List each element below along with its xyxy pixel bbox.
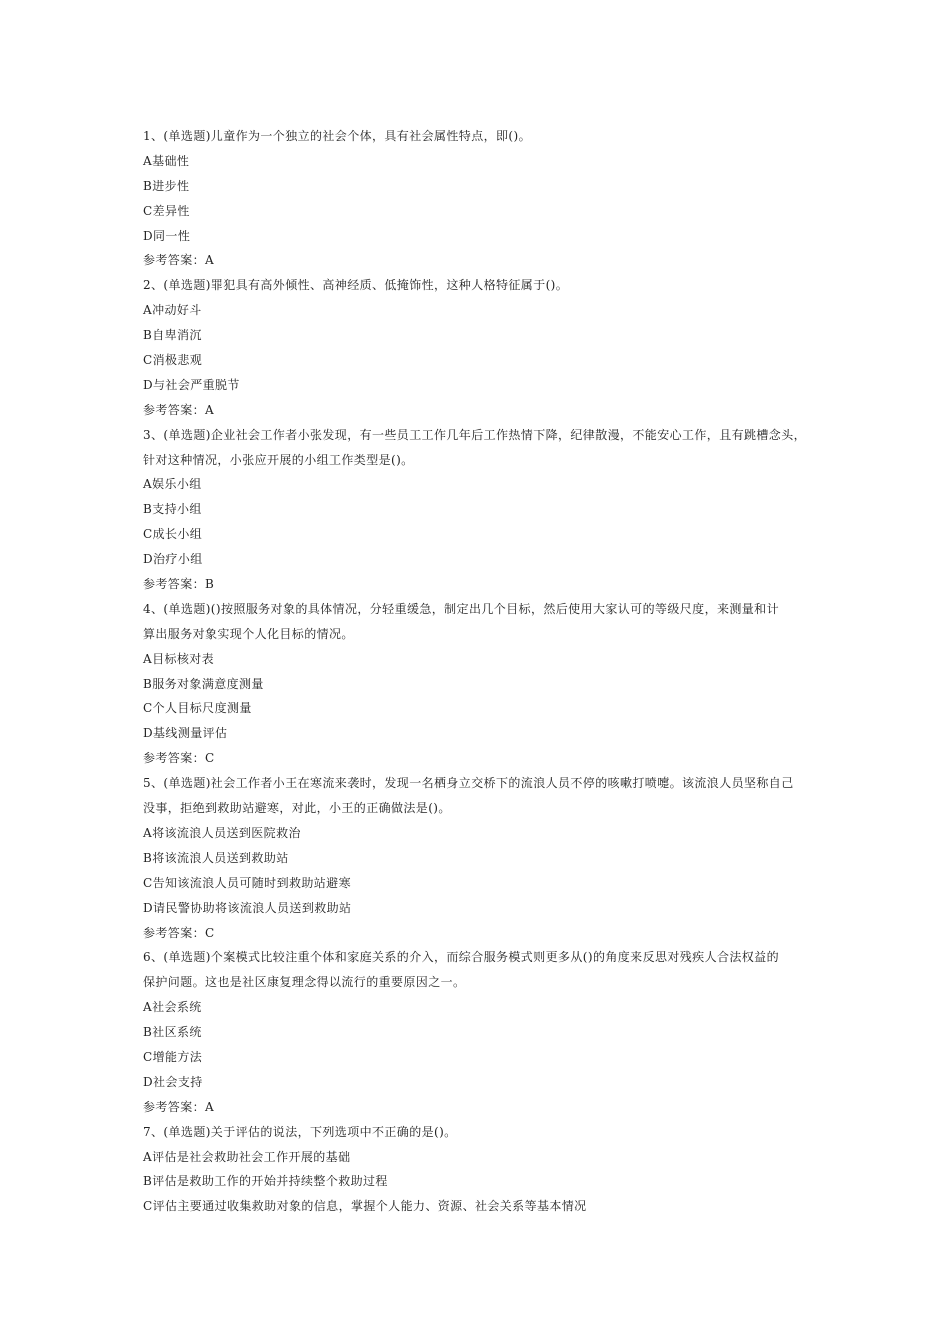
question-stem: 7、(单选题)关于评估的说法，下列选项中不正确的是()。 [143, 1124, 457, 1139]
question-6 [143, 945, 823, 1119]
question-3 [143, 423, 823, 597]
option-a: A娱乐小组 [143, 477, 202, 492]
answer: 参考答案：C [143, 925, 215, 940]
option-b: B服务对象满意度测量 [143, 676, 264, 691]
option-b: B进步性 [143, 178, 190, 193]
option-d: D与社会严重脱节 [143, 377, 240, 392]
answer: 参考答案：C [143, 751, 215, 766]
option-a: A社会系统 [143, 1000, 202, 1015]
question-stem-line-2: 针对这种情况，小张应开展的小组工作类型是()。 [143, 452, 414, 467]
option-c: C评估主要通过收集救助对象的信息，掌握个人能力、资源、社会关系等基本情况 [143, 1199, 587, 1214]
question-4 [143, 597, 823, 771]
option-c: C告知该流浪人员可随时到救助站避寒 [143, 875, 351, 890]
option-c: C增能方法 [143, 1049, 203, 1064]
question-stem-line-2: 算出服务对象实现个人化目标的情况。 [143, 626, 354, 641]
question-stem-line-1: 4、(单选题)()按照服务对象的具体情况，分轻重缓急，制定出几个目标，然后使用大家认可的等级尺度，来测量和计 [143, 601, 779, 616]
question-stem-line-2: 保护问题。这也是社区康复理念得以流行的重要原因之一。 [143, 975, 466, 990]
option-d: D社会支持 [143, 1074, 203, 1089]
option-c: C成长小组 [143, 527, 203, 542]
question-7 [143, 1120, 823, 1220]
option-a: A评估是社会救助社会工作开展的基础 [143, 1149, 351, 1164]
option-c: C个人目标尺度测量 [143, 701, 252, 716]
answer: 参考答案：A [143, 1099, 215, 1114]
option-c: C消极悲观 [143, 353, 203, 368]
question-stem-line-1: 5、(单选题)社会工作者小王在寒流来袭时，发现一名栖身立交桥下的流浪人员不停的咳嗽打喷嚏。该流浪人员坚称自己 [143, 776, 794, 791]
option-a: A冲动好斗 [143, 303, 202, 318]
option-d: D治疗小组 [143, 552, 203, 567]
option-b: B评估是救助工作的开始并持续整个救助过程 [143, 1174, 388, 1189]
answer: 参考答案：A [143, 253, 215, 268]
option-b: B将该流浪人员送到救助站 [143, 850, 289, 865]
question-5 [143, 771, 823, 945]
option-a: A目标核对表 [143, 651, 215, 666]
question-stem-line-1: 3、(单选题)企业社会工作者小张发现，有一些员工工作几年后工作热情下降，纪律散漫，不能安心工作，且有跳槽念头， [143, 427, 807, 442]
option-d: D基线测量评估 [143, 726, 228, 741]
option-b: B社区系统 [143, 1025, 202, 1040]
option-c: C差异性 [143, 203, 190, 218]
answer: 参考答案：B [143, 577, 215, 592]
question-stem-line-1: 6、(单选题)个案模式比较注重个体和家庭关系的介入，而综合服务模式则更多从()的角度来反思对残疾人合法权益的 [143, 950, 779, 965]
question-stem: 1、(单选题)儿童作为一个独立的社会个体，具有社会属性特点，即()。 [143, 129, 531, 143]
option-d: D请民警协助将该流浪人员送到救助站 [143, 900, 352, 915]
option-b: B自卑消沉 [143, 328, 202, 343]
document-body [143, 124, 823, 1219]
question-1 [143, 124, 823, 273]
option-a: A将该流浪人员送到医院救治 [143, 825, 301, 840]
option-b: B支持小组 [143, 502, 202, 517]
question-2 [143, 273, 823, 422]
answer: 参考答案：A [143, 402, 215, 417]
question-stem-line-2: 没事，拒绝到救助站避寒，对此，小王的正确做法是()。 [143, 801, 451, 816]
option-d: D同一性 [143, 228, 191, 243]
question-stem: 2、(单选题)罪犯具有高外倾性、高神经质、低掩饰性，这种人格特征属于()。 [143, 278, 569, 293]
option-a: A基础性 [143, 153, 190, 168]
